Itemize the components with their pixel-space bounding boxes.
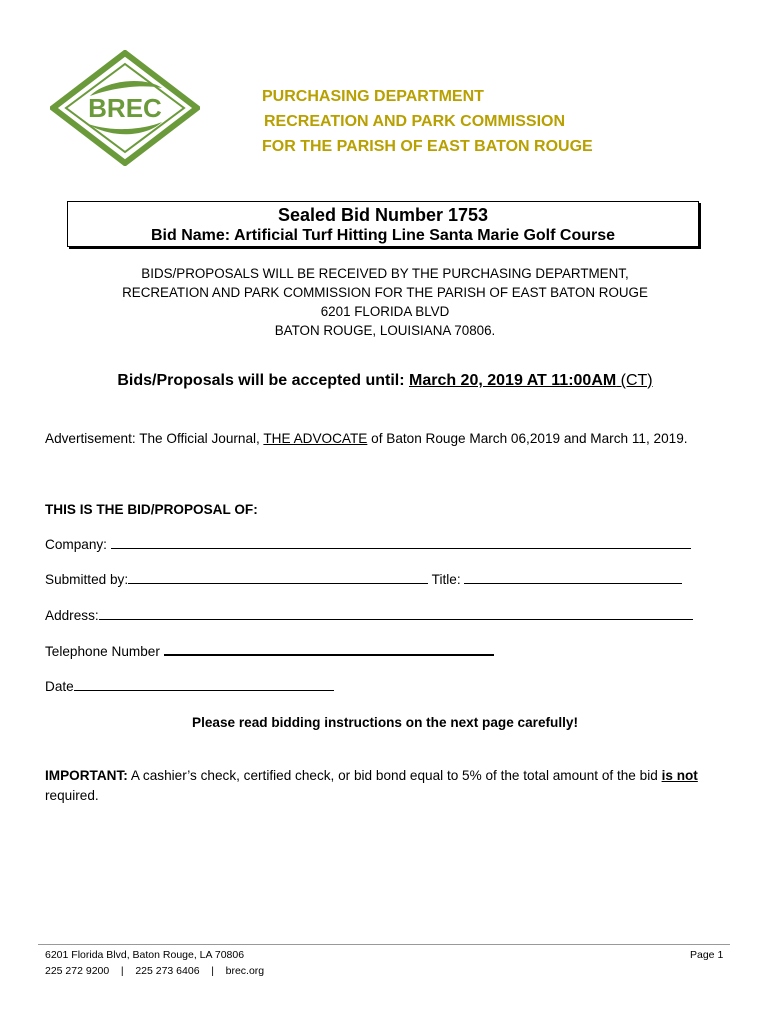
bid-number: Sealed Bid Number 1753 (277, 205, 489, 225)
footer-divider (38, 944, 730, 945)
address-line-3: 6201 FLORIDA BLVD (320, 304, 450, 319)
important-label: IMPORTANT: (45, 768, 128, 783)
instructions: Please read bidding instructions on the next page carefully! (192, 715, 578, 730)
date-label: Date (45, 679, 74, 694)
date-input-line[interactable] (74, 678, 334, 691)
address-label: Address: (45, 608, 99, 623)
company-label: Company: (45, 537, 111, 552)
company-field (45, 536, 691, 552)
date-field (45, 678, 334, 694)
footer-website[interactable]: brec.org (225, 965, 265, 977)
deadline-zone: (CT) (616, 372, 653, 389)
letterhead (262, 84, 593, 159)
page-number: Page 1 (690, 949, 724, 961)
submitted-by-label: Submitted by: (45, 572, 129, 587)
brec-logo (50, 50, 200, 166)
deadline-prefix: Bids/Proposals will be accepted until: (117, 372, 409, 389)
bid-title-box (67, 201, 699, 247)
telephone-field (45, 642, 494, 659)
advertisement-suffix: of Baton Rouge March 06,2019 and March 11, 2019. (367, 431, 688, 446)
address-line-1: BIDS/PROPOSALS WILL BE RECEIVED BY THE PURCHASING DEPARTMENT, (141, 266, 629, 281)
advertisement-journal: THE ADVOCATE (263, 431, 368, 446)
company-input-line[interactable] (111, 536, 691, 549)
advertisement (45, 429, 735, 449)
important-text-1: A cashier’s check, certified check, or bid bond equal to 5% of the total amount of the bid (127, 768, 662, 783)
address-input-line[interactable] (99, 607, 693, 620)
telephone-label: Telephone Number (45, 644, 164, 659)
submitted-by-field (45, 571, 682, 587)
header-line-2: RECREATION AND PARK COMMISSION (264, 113, 566, 130)
submitted-by-input-line[interactable] (128, 571, 428, 584)
footer-phone-2: 225 273 6406 (135, 965, 200, 977)
footer-contact (45, 963, 264, 979)
title-input-line[interactable] (464, 571, 682, 584)
address-field (45, 607, 693, 623)
logo-text: BREC (88, 93, 162, 123)
proposal-heading: THIS IS THE BID/PROPOSAL OF: (45, 502, 258, 517)
footer-phone-1: 225 272 9200 (45, 965, 110, 977)
footer-separator-1: | (120, 965, 124, 977)
address-line-2: RECREATION AND PARK COMMISSION FOR THE PARISH OF EAST BATON ROUGE (122, 285, 648, 300)
deadline-date: March 20, 2019 AT 11:00AM (408, 372, 617, 389)
header-line-1: PURCHASING DEPARTMENT (262, 88, 484, 105)
important-emphasis: is not (661, 768, 698, 783)
footer-address: 6201 Florida Blvd, Baton Rouge, LA 70806 (45, 949, 245, 961)
telephone-input-line[interactable] (164, 642, 494, 656)
advertisement-prefix: Advertisement: The Official Journal, (45, 431, 264, 446)
address-line-4: BATON ROUGE, LOUISIANA 70806. (274, 323, 496, 338)
footer-separator-2: | (211, 965, 214, 977)
header-line-3: FOR THE PARISH OF EAST BATON ROUGE (262, 138, 593, 155)
deadline (0, 372, 770, 390)
important-note (45, 766, 735, 806)
important-text-2: required. (45, 788, 99, 803)
bid-name: Bid Name: Artificial Turf Hitting Line Santa Marie Golf Course (150, 227, 616, 244)
title-label: Title: (428, 572, 465, 587)
